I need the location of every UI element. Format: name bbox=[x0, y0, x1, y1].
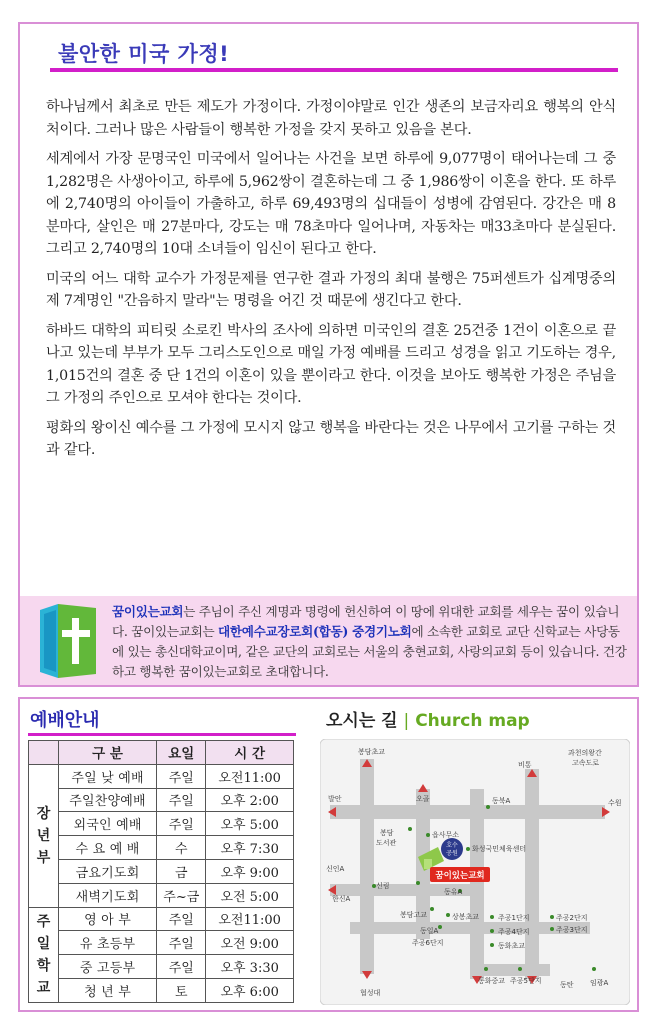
group-label-text: 주 일 학 교 bbox=[36, 913, 51, 996]
service-day: 주일 bbox=[157, 907, 206, 931]
service-time: 오후 6:00 bbox=[206, 978, 294, 1002]
service-name: 새벽기도회 bbox=[58, 883, 156, 907]
map-label-dongtan: 동탄 bbox=[560, 981, 574, 989]
service-time: 오전11:00 bbox=[206, 907, 294, 931]
map-label-bongdam-go: 봉담고교 bbox=[400, 911, 428, 919]
map-label-sillim: 신림 bbox=[376, 882, 390, 890]
service-time: 오전 9:00 bbox=[206, 931, 294, 955]
map-label-dongyu-a: 동유A bbox=[444, 888, 463, 896]
map-label-hoseong: 화성국민체육센터 bbox=[472, 845, 527, 853]
table-row bbox=[29, 788, 294, 812]
church-name: 꿈이있는교회 bbox=[112, 604, 184, 619]
map-label-church: 꿈이있는교회 bbox=[435, 871, 485, 881]
article-paragraph-4: 하바드 대학의 피티릿 소로킨 박사의 조사에 의하면 미국인의 결혼 25건중 1건이 이혼으로 끝나고 있는데 부부가 모두 그리스도인으로 매일 가정 예배를 드리고 성경을 읽고 기도하는 경우, 1,015건의 결혼 중 단 1건의 이혼이 있을 뿐이라고 한다. 이것을 보아도 행복한 가정은 주님을 그 가정의 주인으로 모셔야 한다는 것이다. bbox=[46, 322, 616, 406]
service-day: 주일 bbox=[157, 764, 206, 788]
table-row bbox=[29, 883, 294, 907]
map-label-ogol: 오골 bbox=[416, 795, 430, 803]
map-label-hyeopseongdae: 협성대 bbox=[360, 989, 381, 997]
service-time: 오후 3:30 bbox=[206, 955, 294, 979]
service-name: 수 요 예 배 bbox=[58, 836, 156, 860]
service-time: 오후 9:00 bbox=[206, 859, 294, 883]
map-label-jugong2: 주공2단지 bbox=[556, 914, 588, 922]
service-day: 수 bbox=[157, 836, 206, 860]
service-day: 주일 bbox=[157, 955, 206, 979]
worship-schedule-table bbox=[28, 740, 294, 1003]
service-day: 주~금 bbox=[157, 883, 206, 907]
map-label-bongdam: 봉담 bbox=[380, 829, 394, 837]
map-title bbox=[326, 706, 530, 731]
cross-book-icon bbox=[40, 604, 96, 678]
article-title: 불안한 미국 가정! bbox=[58, 42, 230, 66]
map-label-park: 호수 bbox=[446, 842, 458, 849]
service-name: 외국인 예배 bbox=[58, 812, 156, 836]
denomination-name: 대한예수교장로회(합동) 중경기노회 bbox=[218, 624, 412, 639]
article-paragraph-1: 하나님께서 최초로 만든 제도가 가정이다. 가정이야말로 인간 생존의 보금자리요 행복의 안식처이다. 그러나 많은 사람들이 행복한 가정을 갖지 못하고 있음을 본다. bbox=[46, 99, 616, 138]
church-location-map bbox=[320, 739, 630, 1005]
service-time: 오전 5:00 bbox=[206, 883, 294, 907]
group-label-adult bbox=[29, 764, 59, 907]
article-paragraph-3: 미국의 어느 대학 교수가 가정문제를 연구한 결과 가정의 최대 불행은 75퍼센트가 십계명중의 제 7계명인 "간음하지 말라"는 명령을 어긴 것 때문에 생긴다고 한다. bbox=[46, 270, 616, 309]
table-header-row bbox=[29, 741, 294, 765]
service-name: 주일찬양예배 bbox=[58, 788, 156, 812]
map-label-suwon: 수원 bbox=[608, 799, 622, 807]
table-row bbox=[29, 812, 294, 836]
map-label-gwacheon: 과천의왕간 bbox=[568, 749, 602, 757]
schedule-title: 예배안내 bbox=[30, 710, 100, 731]
service-time: 오후 5:00 bbox=[206, 812, 294, 836]
table-row bbox=[29, 859, 294, 883]
service-time: 오후 2:00 bbox=[206, 788, 294, 812]
promo-text-part-2: 에 소속한 교회로 교단 신학교는 사당동에 있는 총신대학교이며, 같은 교단의 교회로는 서울의 충현교회, 사랑의교회 등이 있습니다. 건강하고 행복한 꿈이있는교회로 초대합니다. bbox=[112, 624, 627, 679]
service-time: 오전11:00 bbox=[206, 764, 294, 788]
service-name: 유 초등부 bbox=[58, 931, 156, 955]
header-time: 시 간 bbox=[206, 741, 294, 765]
header-empty bbox=[29, 741, 59, 765]
map-label-donghwa-jung: 동화중교 bbox=[478, 977, 506, 985]
map-label-bongdam-cho: 봉담초교 bbox=[358, 748, 386, 756]
map-label-imgwang-a: 임광A bbox=[590, 979, 609, 987]
group-label-text: 장 년 부 bbox=[36, 805, 51, 866]
service-day: 토 bbox=[157, 978, 206, 1002]
header-category: 구 분 bbox=[58, 741, 156, 765]
service-name: 중 고등부 bbox=[58, 955, 156, 979]
service-name: 주일 낮 예배 bbox=[58, 764, 156, 788]
title-underline bbox=[50, 68, 618, 72]
map-title-english: Church map bbox=[415, 711, 530, 731]
header-day: 요일 bbox=[157, 741, 206, 765]
table-row bbox=[29, 955, 294, 979]
service-name: 청 년 부 bbox=[58, 978, 156, 1002]
map-label-donghwa-cho: 동화초교 bbox=[498, 942, 526, 950]
promo-text-part-1: 는 주님이 주신 계명과 명령에 헌신하여 이 땅에 위대한 교회를 세우는 꿈이 있습니다. 꿈이있는교회는 bbox=[112, 604, 620, 639]
article-paragraph-5: 평화의 왕이신 예수를 그 가정에 모시지 않고 행복을 바란다는 것은 나무에서 고기를 구하는 것과 같다. bbox=[46, 419, 616, 458]
service-day: 주일 bbox=[157, 812, 206, 836]
service-name: 영 아 부 bbox=[58, 907, 156, 931]
service-time: 오후 7:30 bbox=[206, 836, 294, 860]
map-label-jugong6: 주공6단지 bbox=[412, 939, 444, 947]
table-row bbox=[29, 836, 294, 860]
service-day: 주일 bbox=[157, 931, 206, 955]
group-label-sunday-school bbox=[29, 907, 59, 1002]
service-day: 주일 bbox=[157, 788, 206, 812]
map-label-dongbuk-a: 동북A bbox=[492, 797, 511, 805]
map-title-separator: | bbox=[403, 711, 410, 731]
map-label-jugong5: 주공5단지 bbox=[510, 977, 542, 985]
map-label-park2: 공원 bbox=[446, 850, 458, 857]
map-label-dongil-a: 동일A bbox=[420, 927, 439, 935]
schedule-title-underline bbox=[28, 733, 296, 736]
church-promo-box bbox=[20, 596, 637, 685]
map-label-jugong3: 주공3단지 bbox=[556, 926, 588, 934]
church-promo-text bbox=[112, 602, 630, 682]
table-row bbox=[29, 907, 294, 931]
map-label-eupsamuso: 읍사무소 bbox=[432, 831, 460, 839]
article-paragraph-2: 세계에서 가장 문명국인 미국에서 일어나는 사건을 보면 하루에 9,077명이 태어나는데 그 중 1,282명은 사생아이고, 하루에 5,962쌍이 결혼하는데 그 중 1,986쌍이 이혼을 한다. 또 하루에 2,740명의 아이들이 가출하고, 하루 69,493명의 십대들이 성병에 감염된다. 강간은 매 8분마다, 살인은 매 27분마다, 강도는 매 78초마다 일어나며, 자동차는 매33초마다 분실된다. 그리고 2,740명의 10대 소녀들이 임신이 된다고 한다. bbox=[46, 151, 616, 257]
table-row bbox=[29, 978, 294, 1002]
article-body bbox=[46, 96, 616, 469]
map-label-sangbong-cho: 상봉초교 bbox=[452, 913, 480, 921]
service-day: 금 bbox=[157, 859, 206, 883]
table-row bbox=[29, 764, 294, 788]
map-label-jugong1: 주공1단지 bbox=[498, 914, 530, 922]
map-label-jugong4: 주공4단지 bbox=[498, 928, 530, 936]
service-name: 금요기도회 bbox=[58, 859, 156, 883]
map-label-balan: 발안 bbox=[328, 795, 342, 803]
map-label-gosokdoro: 고속도로 bbox=[572, 759, 600, 767]
map-label-hanshin-a: 한신A bbox=[332, 895, 351, 903]
table-row bbox=[29, 931, 294, 955]
map-label-sinin-a: 신인A bbox=[326, 865, 345, 873]
map-title-korean: 오시는 길 bbox=[326, 711, 398, 731]
map-label-bitong: 비통 bbox=[518, 761, 532, 769]
map-label-library: 도서관 bbox=[376, 839, 397, 847]
